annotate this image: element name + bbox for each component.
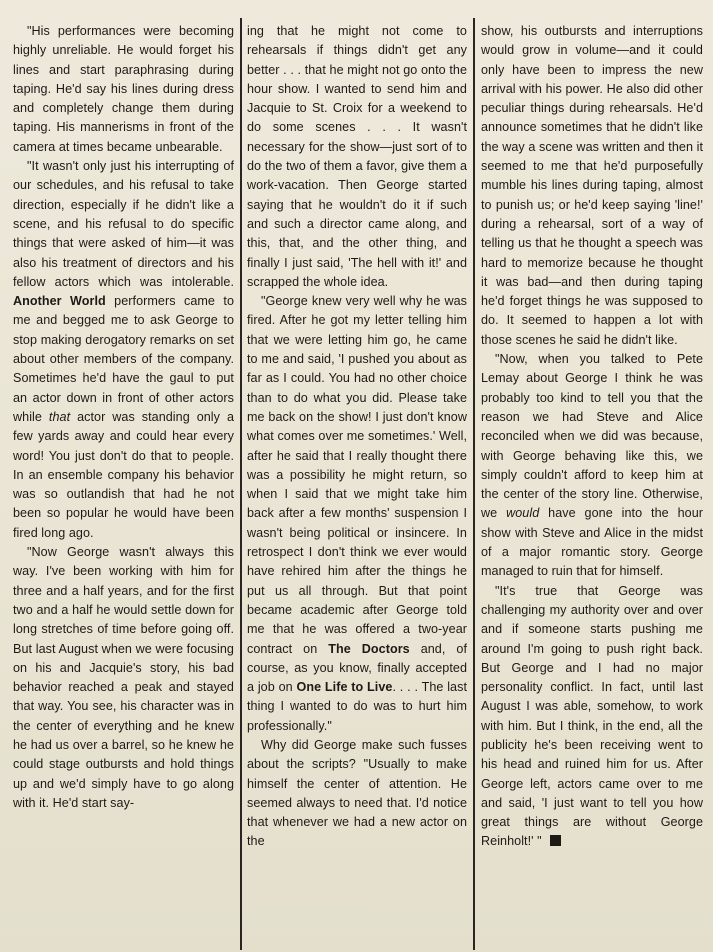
column-rule-left xyxy=(240,18,242,950)
text-column-1 xyxy=(13,22,234,944)
article-paragraph xyxy=(247,736,467,852)
show-title: The Doctors xyxy=(328,641,410,656)
end-of-article-mark xyxy=(550,835,561,846)
paragraph-text: show, his outbursts and interruptions would grow in volume—and it could only have been to impress the new arrival with his power. He also did other peculiar things during rehearsals. He'd announce sometimes that he didn't like the way a scene was written and then it seemed to me that he'd purposefully mumble his lines during taping, almost to punish us; or he'd keep saying 'line!' during a rehearsal, sort of a way of telling us that he thought a speech was hard to memorize because he thought it was bad—and then during taping he'd forget things he was supposed to do. It seemed to happen a lot with those scenes he said he didn't like. xyxy=(481,24,703,347)
article-paragraph xyxy=(247,22,467,292)
paragraph-text: actor was standing only a few yards away and could hear every word! You just don't do that to people. In an ensemble company his behavior was so outlandish that had he not been so popular he would have been fired long ago. xyxy=(13,409,234,540)
article-paragraph xyxy=(481,582,703,852)
paragraph-text: "It's true that George was challenging my authority over and over and if someone starts pushing me around I'm going to push right back. But George and I had no major personality conflict. In fact, until last August I was able, somehow, to work with him. But I think, in the end, all the publicity he's been receiving went to his head and ruined him for us. After George left, actors came over to me and said, 'I just want to tell you how great things are without George Reinholt!' " xyxy=(481,583,703,849)
paragraph-text: "George knew very well why he was fired. After he got my letter telling him that we were letting him go, he came to me and said, 'I pushed you about as far as I could. You had no other choice than to do what you did. Please take me back on the show! I just don't know what comes over me sometimes.' Well, after he said that I really thought there was a possibility he might return, so when I said that we might take him back after a few months' suspension I wasn't being political or insincere. In retrospect I don't think we ever would have rehired him after the things he put us all through. But that point became academic after George told me that he was offered a two-year contract on xyxy=(247,294,467,656)
paragraph-text: "Now George wasn't always this way. I've been working with him for three and a half years, and for the first two and a half he would settle down for long stretches of time before going off. But last August when we were focusing on his and Jacquie's story, his bad behavior reached a peak and stayed that way. You see, his character was in the center of everything and he knew he had us over a barrel, so he knew he could stage outbursts and hold things up and we'd simply have to go along with it. He'd start say- xyxy=(13,545,234,810)
emphasis-text: would xyxy=(506,506,540,521)
article-paragraph xyxy=(13,157,234,543)
paragraph-text: "It wasn't only just his interrupting of our schedules, and his refusal to take direction, especially if he didn't like a scene, and his refusal to do specific things that were asked of him—it was also his treatment of directors and his fellow actors which was intolerable. xyxy=(13,159,234,289)
show-title: One Life to Live xyxy=(296,680,393,695)
paragraph-text: Why did George make such fusses about the scripts? "Usually to make himself the center of attention. He seemed always to need that. I'd notice that whenever we had a new actor on the xyxy=(247,737,467,849)
column-rule-right xyxy=(473,18,475,950)
text-column-3 xyxy=(481,22,703,944)
article-paragraph xyxy=(481,350,703,582)
article-paragraph xyxy=(13,22,234,157)
emphasis-text: that xyxy=(48,409,71,424)
article-paragraph xyxy=(13,543,234,813)
paragraph-text: "Now, when you talked to Pete Lemay about George I think he was probably too kind to tell you that the reason we had Steve and Alice reconciled when we did was because, with George behaving like this, we simply couldn't afford to keep him at the center of the story line. Otherwise, we xyxy=(481,352,703,521)
text-column-2 xyxy=(247,22,467,944)
paragraph-text: "His performances were becoming highly unreliable. He would forget his lines and start paraphrasing during taping. He'd say his lines during dress and completely change them during taping. His mannerisms in front of the camera at times became unbearable. xyxy=(13,24,234,154)
show-title: Another World xyxy=(13,294,106,309)
paragraph-text: performers came to me and begged me to ask George to stop making derogatory remarks on set about other members of the company. Sometimes he'd have the gaul to put an actor down in front of other actors while xyxy=(13,294,234,424)
article-paragraph xyxy=(481,22,703,350)
paragraph-text: ing that he might not come to rehearsals if things didn't get any better . . . that he might not go onto the hour show. I wanted to send him and Jacquie to St. Croix for a weekend to do some scenes . . . It wasn't necessary for the show—just sort of to do the two of them a favor, give them a work-vacation. Then George started saying that he wouldn't do it if such and such a director came along, and this, that, and the other thing, and finally I just said, 'The hell with it!' and scrapped the whole idea. xyxy=(247,24,467,289)
article-paragraph xyxy=(247,292,467,736)
paragraph-text: and, of course, as you know, finally accepted a job on xyxy=(247,641,467,695)
paragraph-text: have gone into the hour show with Steve and Alice in the midst of a major romantic story. George managed to ruin that for himself. xyxy=(481,506,703,579)
paragraph-text: . . . . The last thing I wanted to do was to hurt him professionally." xyxy=(247,680,467,733)
